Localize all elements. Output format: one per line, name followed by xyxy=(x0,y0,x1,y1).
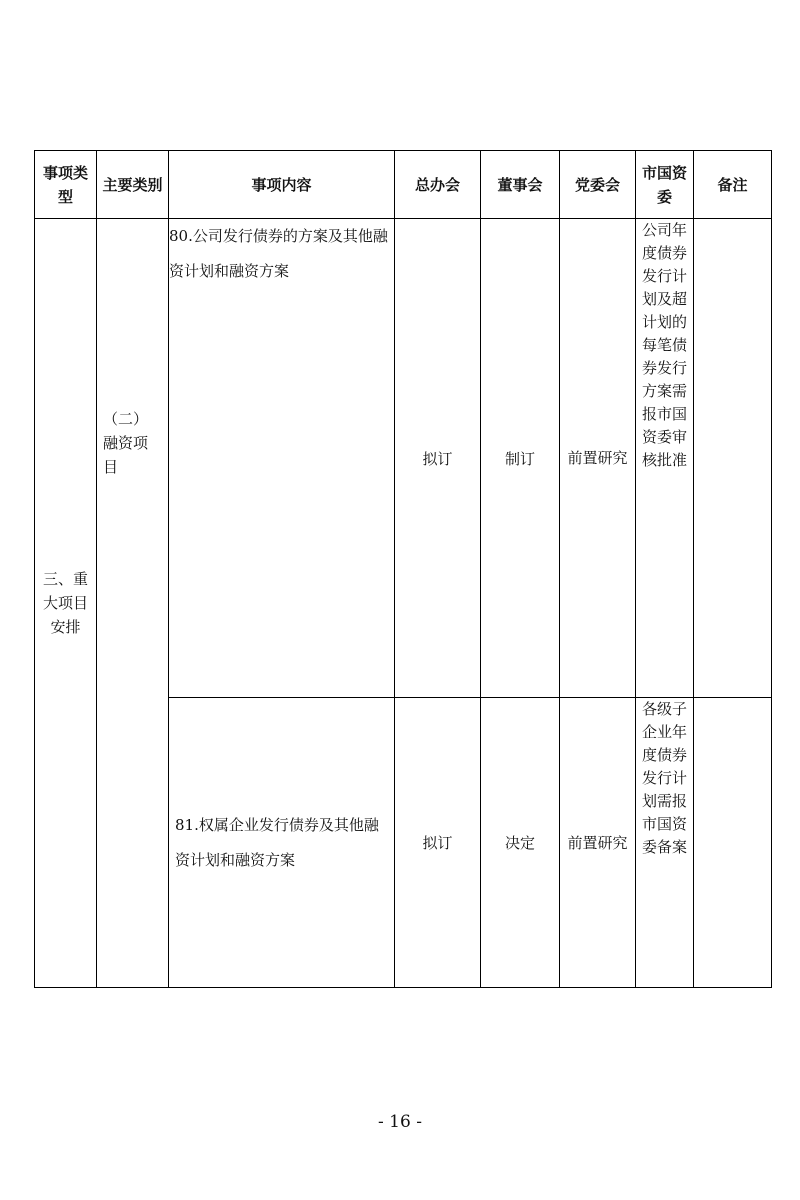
remarks-cell xyxy=(694,219,772,698)
authority-table xyxy=(34,150,772,988)
category-cell: （二）融资项目 xyxy=(97,219,169,988)
party-committee-action: 前置研究 xyxy=(560,219,636,698)
header-board: 董事会 xyxy=(481,151,560,219)
header-row xyxy=(35,151,772,219)
type-cell: 三、重大项目安排 xyxy=(35,219,97,988)
table-row xyxy=(35,219,772,698)
item-content: 80.公司发行债券的方案及其他融资计划和融资方案 xyxy=(169,219,395,698)
party-committee-action: 前置研究 xyxy=(560,698,636,988)
remarks-cell xyxy=(694,698,772,988)
general-office-action: 拟订 xyxy=(395,698,481,988)
header-remarks: 备注 xyxy=(694,151,772,219)
general-office-action: 拟订 xyxy=(395,219,481,698)
page-number: - 16 - xyxy=(378,1112,422,1132)
header-sasac: 市国资委 xyxy=(636,151,694,219)
sasac-requirement: 各级子企业年度债券发行计划需报市国资委备案 xyxy=(636,698,694,988)
header-type: 事项类型 xyxy=(35,151,97,219)
item-content: 81.权属企业发行债券及其他融资计划和融资方案 xyxy=(169,698,395,988)
header-category: 主要类别 xyxy=(97,151,169,219)
header-general-office: 总办会 xyxy=(395,151,481,219)
sasac-requirement: 公司年度债券发行计划及超计划的每笔债券发行方案需报市国资委审核批准 xyxy=(636,219,694,698)
header-content: 事项内容 xyxy=(169,151,395,219)
board-action: 决定 xyxy=(481,698,560,988)
header-party-committee: 党委会 xyxy=(560,151,636,219)
board-action: 制订 xyxy=(481,219,560,698)
